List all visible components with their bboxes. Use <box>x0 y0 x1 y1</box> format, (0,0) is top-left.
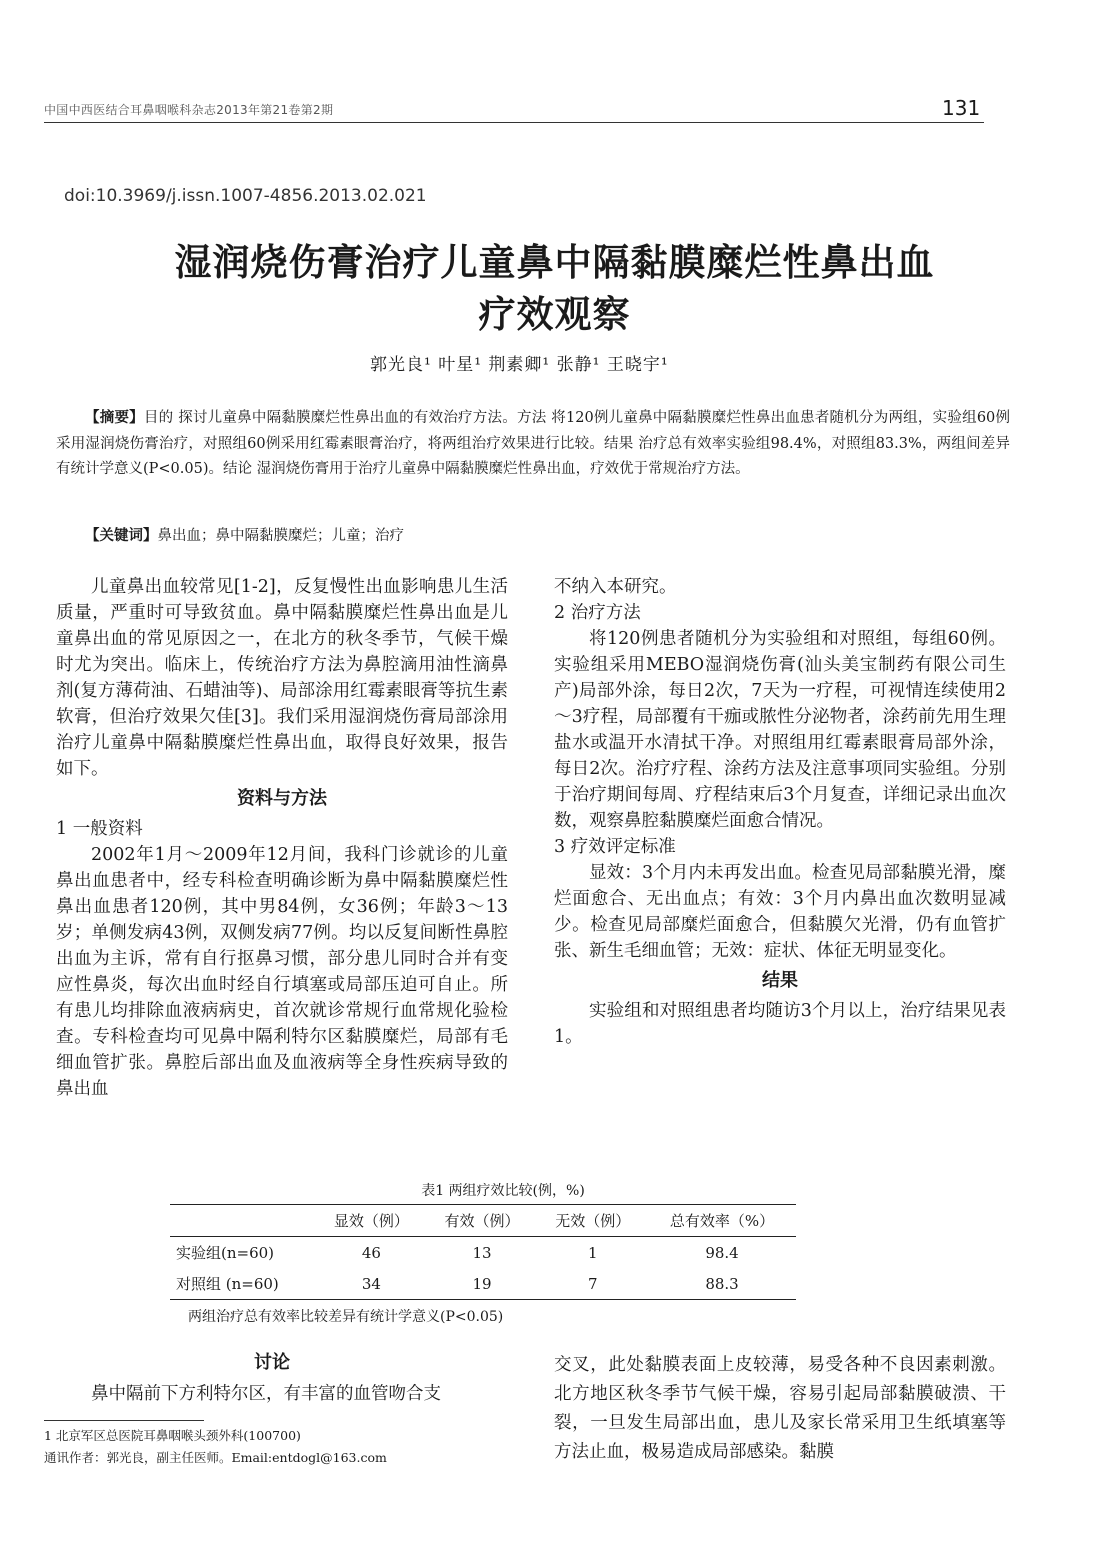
keywords-text: 鼻出血；鼻中隔黏膜糜烂；儿童；治疗 <box>157 528 404 544</box>
table-cell: 98.4 <box>705 1243 739 1262</box>
discussion-heading: 讨论 <box>254 1352 290 1373</box>
footnote-rule <box>44 1420 204 1421</box>
section-2-title: 2 治疗方法 <box>554 603 641 623</box>
discussion-left-text: 鼻中隔前下方利特尔区，有丰富的血管吻合支 <box>91 1384 441 1404</box>
left-column <box>56 574 508 1102</box>
methods-heading: 资料与方法 <box>237 788 327 809</box>
keywords <box>56 524 1010 545</box>
title-line-2: 疗效观察 <box>478 293 631 336</box>
table-header-cell <box>170 1205 316 1237</box>
efficacy-table <box>170 1204 796 1300</box>
page-number: 131 <box>942 96 981 120</box>
table-note: 两组治疗总有效率比较差异有统计学意义(P<0.05) <box>188 1309 504 1325</box>
table-header-row <box>170 1205 796 1237</box>
table-cell: 13 <box>472 1243 492 1262</box>
table-cell: 19 <box>427 1268 538 1300</box>
abstract <box>56 405 1010 483</box>
section-1-text: 2002年1月～2009年12月间，我科门诊就诊的儿童鼻出血患者中，经专科检查明确诊断为鼻中隔黏膜糜烂性鼻出血患者120例，其中男84例，女36例；年龄3～13岁；单侧发病43例，双侧发病77例。均以反复间断性鼻腔出血为主诉，常有自行抠鼻习惯，部分患儿同时合并有变应性鼻炎，每次出血时经自行填塞或局部压迫可自止。所有患儿均排除血液病病史，首次就诊常规行血常规化验检查。专科检查均可见鼻中隔利特尔区黏膜糜烂，局部有毛细血管扩张。鼻腔后部出血及血液病等全身性疾病导致的鼻出血 <box>56 845 508 1099</box>
doi: doi:10.3969/j.issn.1007-4856.2013.02.021 <box>64 186 427 206</box>
table-cell: 7 <box>537 1268 648 1300</box>
section-2-text: 将120例患者随机分为实验组和对照组，每组60例。实验组采用MEBO湿润烧伤膏(汕头美宝制药有限公司生产)局部外涂，每日2次，7天为一疗程，可视情连续使用2～3疗程，局部覆有干痂或脓性分泌物者，涂药前先用生理盐水或温开水清拭干净。对照组用红霉素眼膏局部外涂，每日2次。治疗疗程、涂药方法及注意事项同实验组。分别于治疗期间每周、疗程结束后3个月复查，详细记录出血次数，观察鼻腔黏膜糜烂面愈合情况。 <box>554 629 1006 831</box>
running-header: 中国中西医结合耳鼻咽喉科杂志2013年第21卷第2期 <box>44 103 334 117</box>
section-3-title: 3 疗效评定标准 <box>554 837 676 857</box>
table-header-cell: 无效（例） <box>537 1205 648 1237</box>
table-cell: 34 <box>316 1268 427 1300</box>
section-3-text: 显效：3个月内未再发出血。检查见局部黏膜光滑，糜烂面愈合、无出血点；有效：3个月内鼻出血次数明显减少。检查见局部糜烂面愈合，但黏膜欠光滑，仍有血管扩张、新生毛细血管；无效：症状、体征无明显变化。 <box>554 863 1006 961</box>
right-column <box>554 574 1006 1050</box>
table-cell: 1 <box>587 1243 598 1262</box>
table-header-cell: 有效（例） <box>427 1205 538 1237</box>
discussion-right-text: 交叉，此处黏膜表面上皮较薄，易受各种不良因素刺激。北方地区秋冬季节气候干燥，容易引起局部黏膜破溃、干裂，一旦发生局部出血，患儿及家长常采用卫生纸填塞等方法止血，极易造成局部感染。黏膜 <box>554 1355 1006 1462</box>
abstract-text: 目的 探讨儿童鼻中隔黏膜糜烂性鼻出血的有效治疗方法。方法 将120例儿童鼻中隔黏膜糜烂性鼻出血患者随机分为两组，实验组60例采用湿润烧伤膏治疗，对照组60例采用红霉素眼膏治疗，将两组治疗效果进行比较。结果 治疗总有效率实验组98.4%，对照组83.3%，两组间差异有统计学意义(P<0.05)。结论 湿润烧伤膏用于治疗儿童鼻中隔黏膜糜烂性鼻出血，疗效优于常规治疗方法。 <box>56 410 1011 477</box>
section-1-continued: 不纳入本研究。 <box>554 577 677 597</box>
header-rule <box>44 122 984 123</box>
table-row <box>170 1237 796 1269</box>
results-heading: 结果 <box>762 970 798 991</box>
footnote-affiliation: 1 北京军区总医院耳鼻咽喉头颈外科(100700) <box>44 1428 301 1443</box>
table-1 <box>170 1180 796 1326</box>
table-cell: 对照组 (n=60) <box>170 1268 316 1300</box>
abstract-label: 【摘要】 <box>85 409 144 426</box>
results-text: 实验组和对照组患者均随访3个月以上，治疗结果见表1。 <box>554 1001 1006 1047</box>
table-row <box>170 1268 796 1300</box>
table-header-cell: 总有效率（%） <box>648 1205 796 1237</box>
intro-paragraph: 儿童鼻出血较常见[1-2]，反复慢性出血影响患儿生活质量，严重时可导致贫血。鼻中隔黏膜糜烂性鼻出血是儿童鼻出血的常见原因之一，在北方的秋冬季节，气候干燥时尤为突出。临床上，传统治疗方法为鼻腔滴用油性滴鼻剂(复方薄荷油、石蜡油等)、局部涂用红霉素眼膏等抗生素软膏，但治疗效果欠佳[3]。我们采用湿润烧伤膏局部涂用治疗儿童鼻中隔黏膜糜烂性鼻出血，取得良好效果，报告如下。 <box>56 577 508 779</box>
table-cell: 实验组(n=60) <box>176 1244 275 1262</box>
table-header-cell: 显效（例） <box>316 1205 427 1237</box>
authors: 郭光良¹ 叶星¹ 荆素卿¹ 张静¹ 王晓宇¹ <box>370 355 669 375</box>
table-cell: 88.3 <box>648 1268 796 1300</box>
table-cell: 46 <box>361 1243 381 1262</box>
footnote-correspondence: 通讯作者：郭光良，副主任医师。Email:entdogl@163.com <box>44 1450 387 1465</box>
table-caption: 表1 两组疗效比较(例，%) <box>421 1183 585 1199</box>
keywords-label: 【关键词】 <box>85 527 158 544</box>
title-line-1: 湿润烧伤膏治疗儿童鼻中隔黏膜糜烂性鼻出血 <box>174 241 935 284</box>
section-1-title: 1 一般资料 <box>56 819 143 839</box>
